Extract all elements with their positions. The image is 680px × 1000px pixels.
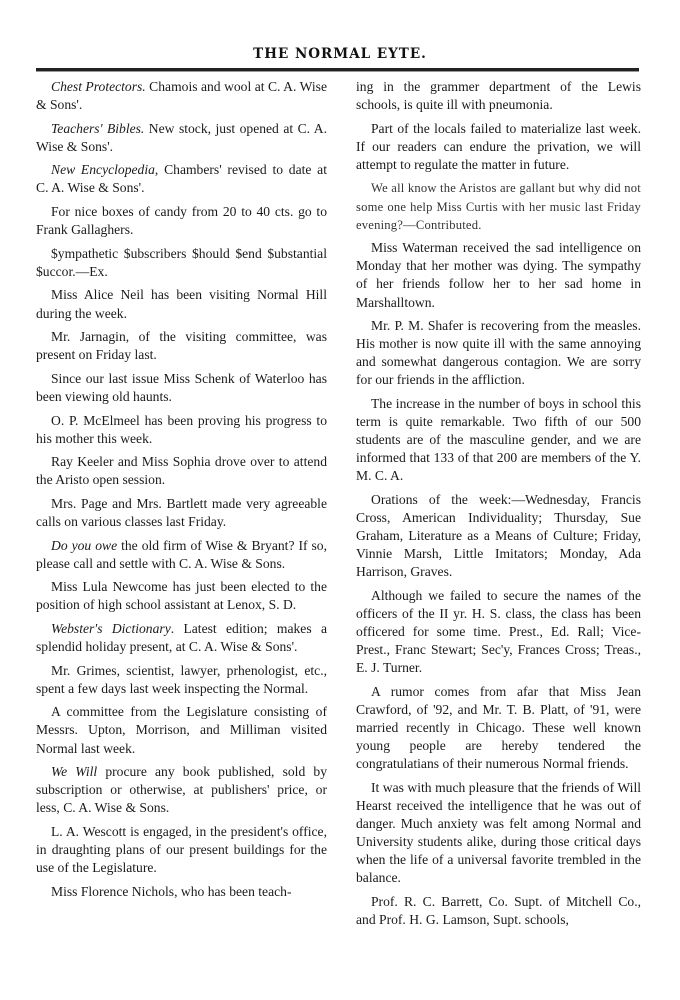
item-text: Miss Alice Neil has been visiting Normal Hill during the week. xyxy=(36,287,327,321)
local-item xyxy=(36,78,327,114)
local-item xyxy=(36,823,327,877)
local-item xyxy=(36,203,327,239)
left-column xyxy=(36,78,327,906)
header-rule xyxy=(36,68,639,72)
item-text: . Latest edition; makes a splendid holiday present, at C. A. Wise & Sons'. xyxy=(36,620,327,655)
local-item: A rumor comes from afar that Miss Jean Crawford, of '92, and Mr. T. B. Platt, of '91, were married recently in Chicago. These well known young people are hereby tendered the congratulatians of their numerous Normal friends. xyxy=(356,683,641,772)
item-lead: Webster's Dictionary xyxy=(51,620,171,636)
local-item xyxy=(36,703,327,757)
local-item xyxy=(36,620,327,656)
local-item: Orations of the week:—Wednesday, Francis Cross, American Individuality; Thursday, Sue Graham, Literature as a Means of Culture; Friday, Vinnie Marsh, Little Imitators; Monday, Ada Harrison, Graves. xyxy=(356,491,641,580)
local-item: Part of the locals failed to materialize last week. If our readers can endure the privation, we will attempt to regulate the matter in future. xyxy=(356,120,641,172)
local-item xyxy=(36,453,327,489)
item-lead: Teachers' Bibles. xyxy=(51,120,145,136)
item-lead: New Encyclopedia xyxy=(51,162,155,178)
item-lead: Chest Protectors. xyxy=(51,79,146,94)
local-item: Although we failed to secure the names of the officers of the II yr. H. S. class, the class has been officered for some time. Prest., Ed. Rall; Vice-Prest., Franc Stewart; Sec'y, Frances Cross; Treas., E. J. Turner. xyxy=(356,587,641,676)
right-column xyxy=(356,78,641,935)
item-text: the old firm of Wise & Bryant? If so, please call and settle with C. A. Wise & Sons. xyxy=(36,537,328,571)
item-text: $ympathetic $ubscribers $hould $end $ubstantial $uccor.—Ex. xyxy=(36,245,327,279)
local-item xyxy=(36,161,327,197)
item-text: A committee from the Legislature consisting of Messrs. Upton, Morrison, and Milliman visited Normal last week. xyxy=(36,704,327,756)
local-item xyxy=(36,120,327,156)
local-item: The increase in the number of boys in school this term is quite remarkable. Two fifth of our 500 students are of the masculine gender, and we are informed that 133 of that 200 are members of the Y. M. C. A. xyxy=(356,396,641,484)
item-text: L. A. Wescott is engaged, in the president's office, in draughting plans of our present buildings for the use of the Legislature. xyxy=(36,823,327,876)
item-text: , Chambers' revised to date at C. A. Wise & Sons'. xyxy=(36,162,327,196)
item-text: Chamois and wool at C. A. Wise & Sons'. xyxy=(36,79,327,113)
item-text: Mr. Grimes, scientist, lawyer, prhenologist, etc., spent a few days last week inspecting the Normal. xyxy=(36,662,327,696)
item-text: Since our last issue Miss Schenk of Waterloo has been viewing old haunts. xyxy=(36,370,327,404)
local-item xyxy=(36,328,327,364)
local-item xyxy=(36,578,327,614)
item-text: Miss Florence Nichols, who has been teach- xyxy=(51,883,292,899)
local-item xyxy=(36,370,327,406)
item-text: Mr. Jarnagin, of the visiting committee, was present on Friday last. xyxy=(36,329,327,363)
local-item xyxy=(36,763,327,817)
local-item xyxy=(36,412,327,448)
local-item xyxy=(36,883,327,901)
item-text: Ray Keeler and Miss Sophia drove over to attend the Aristo open session. xyxy=(36,454,327,488)
local-item xyxy=(36,245,327,281)
item-text: For nice boxes of candy from 20 to 40 cts. go to Frank Gallaghers. xyxy=(36,204,327,238)
item-text: Mrs. Page and Mrs. Bartlett made very agreeable calls on various classes last Friday. xyxy=(36,495,327,529)
local-item-contributed: We all know the Aristos are gallant but why did not some one help Miss Curtis with her music last Friday evening?—Contributed. xyxy=(356,181,641,232)
item-text: O. P. McElmeel has been proving his progress to his mother this week. xyxy=(36,412,327,446)
local-item: Miss Waterman received the sad intelligence on Monday that her mother was dying. The sympathy of her friends follow her to her sad home in Marshalltown. xyxy=(356,240,641,310)
item-lead: Do you owe xyxy=(51,537,118,553)
item-text: Miss Lula Newcome has just been elected to the position of high school assistant at Lenox, S. D. xyxy=(36,579,327,613)
local-item: It was with much pleasure that the friends of Will Hearst received the intelligence that he was out of danger. Much anxiety was felt among Normal and University students alike, during those critical days when the life of a universal favorite trembled in the balance. xyxy=(356,779,641,886)
local-item xyxy=(36,286,327,322)
local-item: Mr. P. M. Shafer is recovering from the measles. His mother is now quite ill with the same annoying and somewhat dangerous contagion. We are sorry for our friends in the affliction. xyxy=(356,318,641,388)
local-item-continued: ing in the grammer department of the Lewis schools, is quite ill with pneumonia. xyxy=(356,79,641,113)
item-text: New stock, just opened at C. A. Wise & Sons'. xyxy=(36,120,327,154)
local-item xyxy=(36,495,327,531)
item-text: procure any book published, sold by subscription or otherwise, at publishers' price, or less, C. A. Wise & Sons. xyxy=(36,764,327,816)
local-item xyxy=(36,662,327,698)
page-title: THE NORMAL EYTE. xyxy=(253,46,427,62)
local-item: Prof. R. C. Barrett, Co. Supt. of Mitchell Co., and Prof. H. G. Lamson, Supt. schools, xyxy=(356,893,641,928)
local-item xyxy=(36,537,327,573)
item-lead: We Will xyxy=(51,764,98,780)
